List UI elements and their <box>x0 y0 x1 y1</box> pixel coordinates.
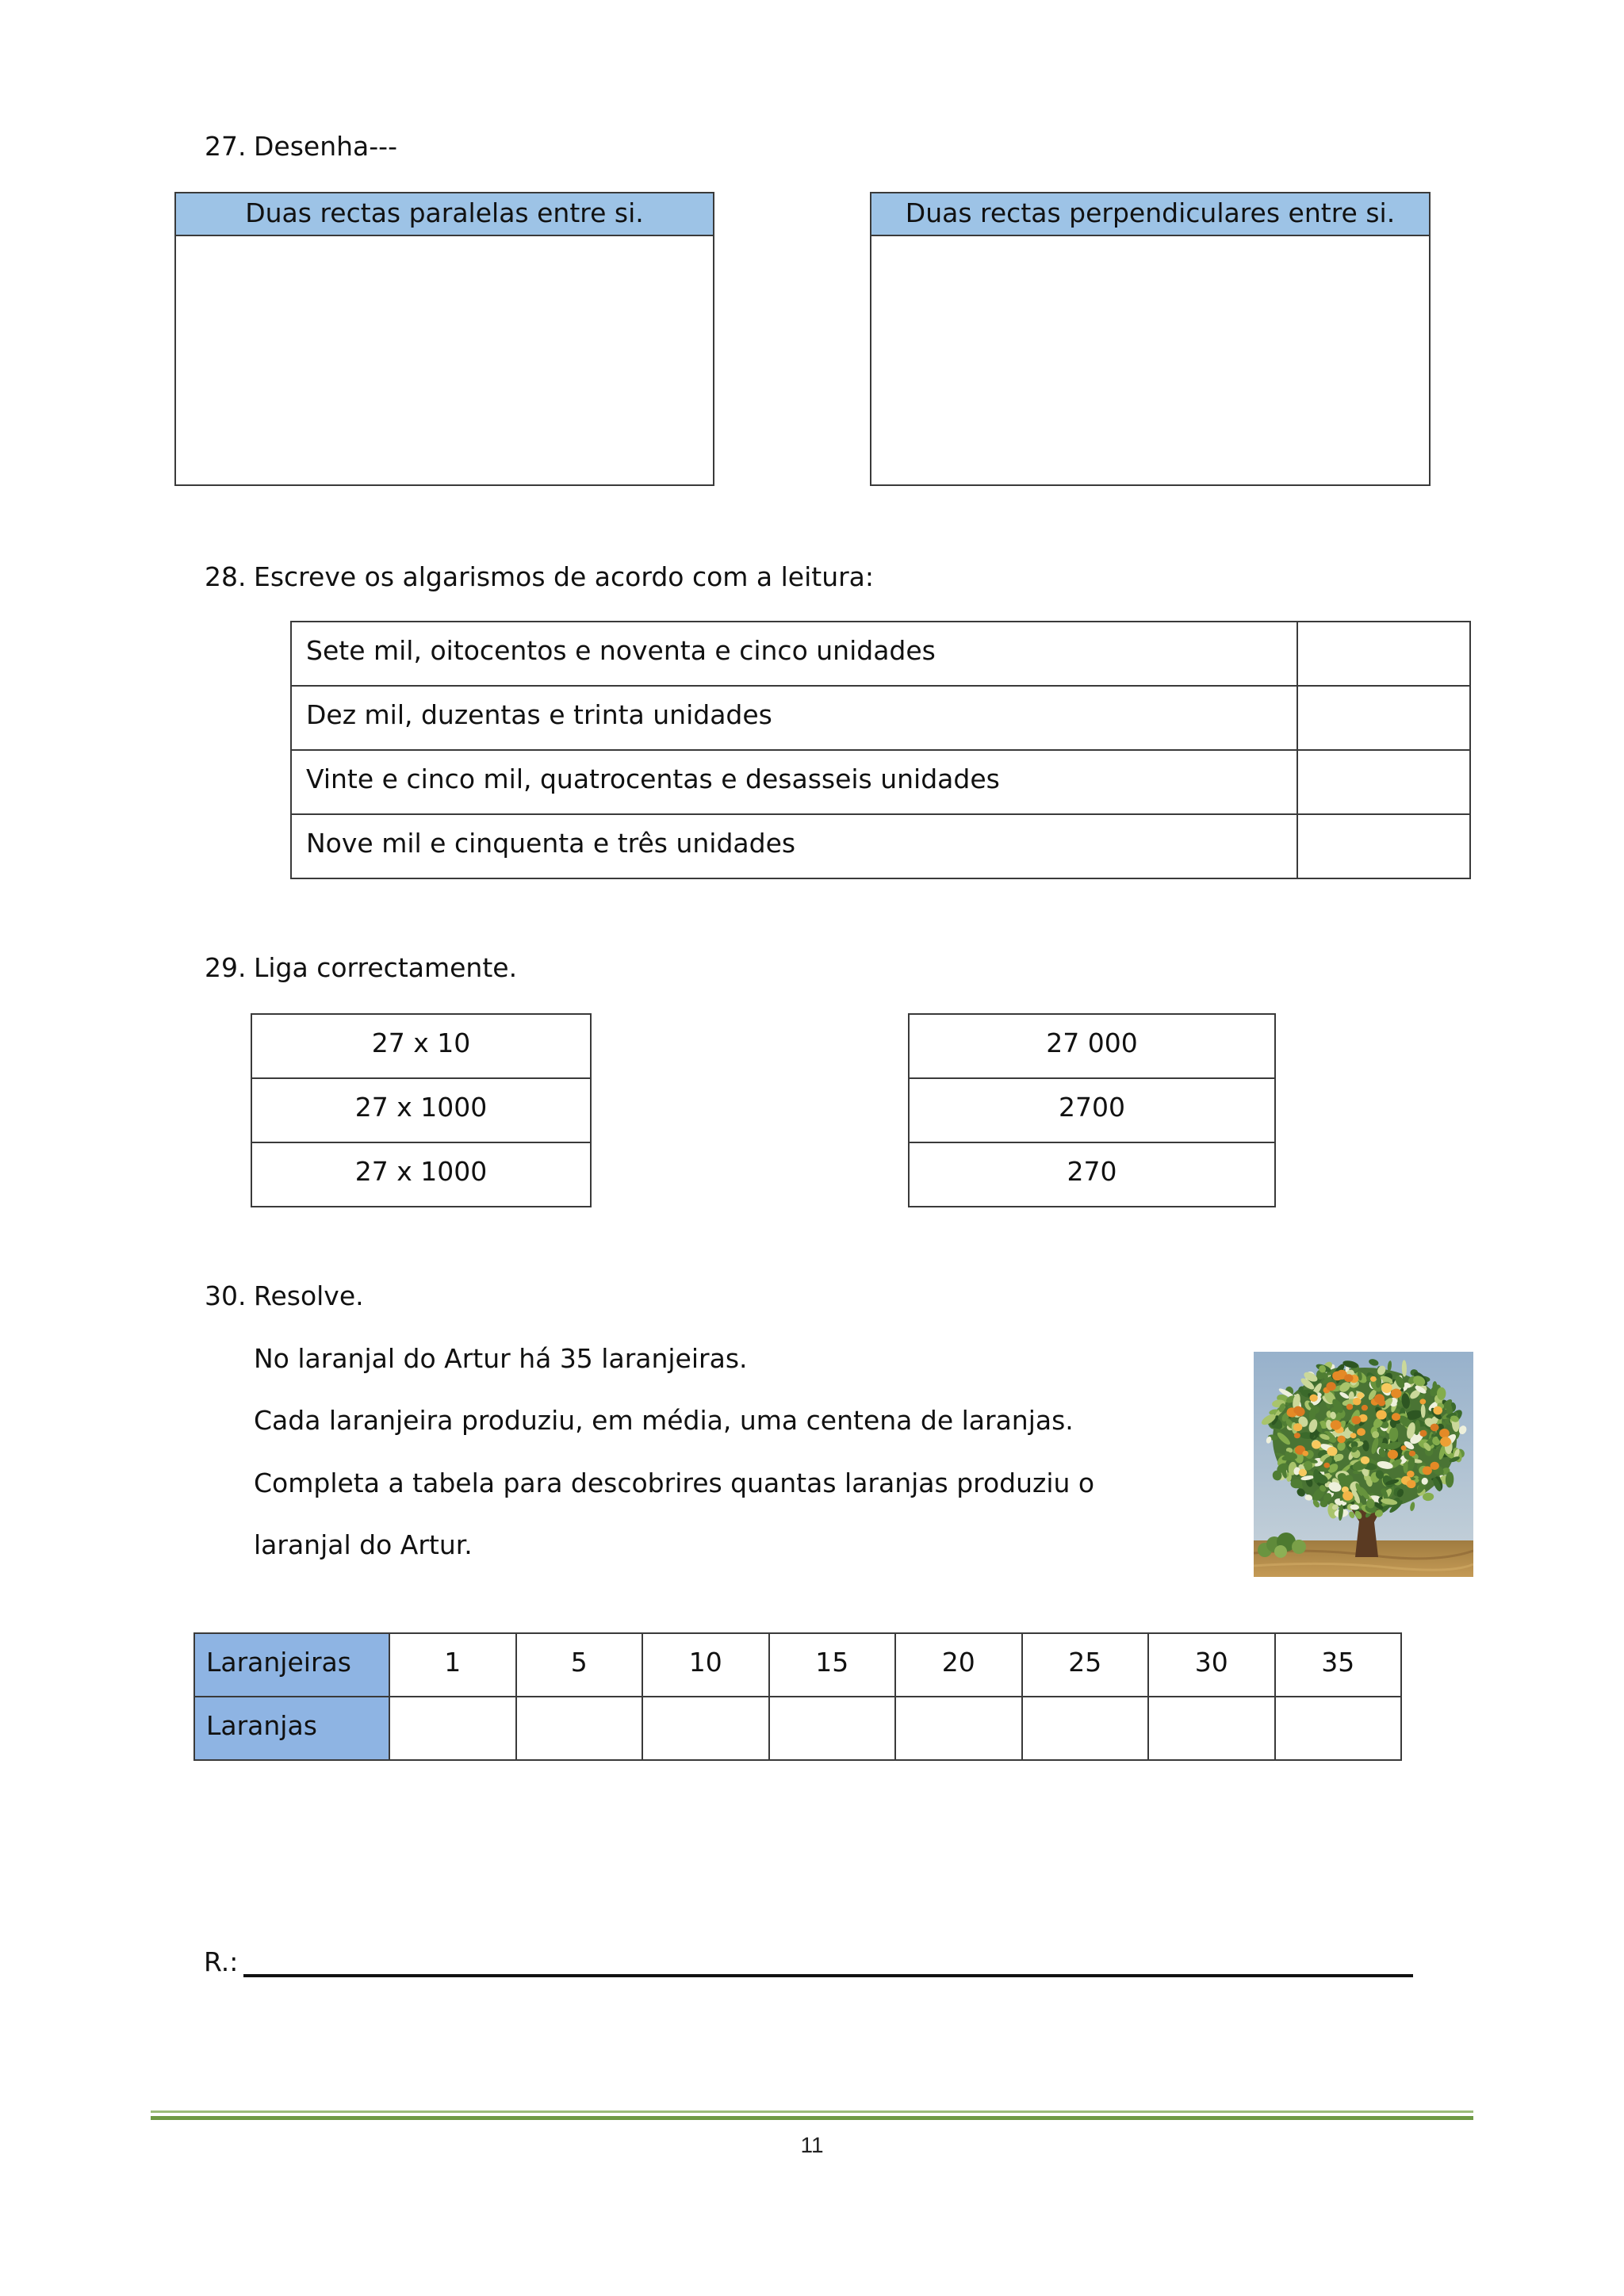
question-prompt: Desenha--- <box>254 131 397 162</box>
answer-cell <box>1297 814 1470 878</box>
result-value: 2700 <box>909 1078 1275 1142</box>
table-row <box>251 1142 591 1207</box>
drawing-box-header: Duas rectas perpendiculares entre si. <box>871 193 1429 236</box>
answer-cell <box>1297 622 1470 686</box>
table-cell: 1 <box>389 1633 516 1697</box>
orange-fruit <box>1357 1428 1365 1436</box>
table-row <box>251 1078 591 1142</box>
orange-fruit <box>1323 1463 1330 1468</box>
leaf <box>1291 1479 1303 1489</box>
table-cell: 25 <box>1022 1633 1149 1697</box>
question-prompt: Resolve. <box>254 1280 364 1311</box>
answer-cell <box>389 1697 516 1760</box>
question-prompt: Liga correctamente. <box>254 952 518 983</box>
orange-tree-picture <box>1254 1352 1473 1577</box>
orange-fruit <box>1431 1462 1439 1470</box>
question-30-heading <box>205 1277 364 1315</box>
orange-fruit <box>1294 1433 1300 1438</box>
answer-cell <box>642 1697 769 1760</box>
answer-line <box>243 1974 1413 1977</box>
answer-cell <box>1297 750 1470 814</box>
answer-cell <box>1275 1697 1402 1760</box>
orange-fruit <box>1392 1413 1400 1421</box>
drawing-area <box>871 236 1429 484</box>
answer-cell <box>1297 686 1470 750</box>
orange-fruit <box>1344 1374 1353 1382</box>
orange-fruit <box>1346 1404 1353 1410</box>
orange-fruit <box>1407 1480 1416 1488</box>
question-number: 27. <box>205 131 247 162</box>
orange-fruit <box>1293 1406 1302 1414</box>
bush-leaf <box>1274 1545 1287 1558</box>
table-row <box>291 750 1470 814</box>
orange-fruit <box>1388 1450 1398 1460</box>
orange-fruit <box>1391 1389 1401 1399</box>
table-row <box>291 814 1470 878</box>
orange-fruit <box>1302 1451 1308 1456</box>
row-header: Laranjas <box>194 1697 389 1760</box>
orange-fruit <box>1299 1469 1307 1476</box>
orange-fruit <box>1374 1394 1385 1403</box>
multiplication-table-left <box>251 1013 592 1207</box>
table-row-laranjas <box>194 1697 1401 1760</box>
orange-fruit <box>1312 1441 1321 1449</box>
perpendicular-lines-drawing-box <box>870 192 1431 486</box>
multiplication-expression: 27 x 10 <box>251 1014 591 1078</box>
answer-label: R.: <box>204 1946 239 1977</box>
question-number: 30. <box>205 1280 247 1311</box>
orange-fruit <box>1357 1392 1364 1399</box>
orange-fruit <box>1440 1437 1451 1446</box>
orange-fruit <box>1409 1451 1415 1456</box>
orange-fruit <box>1381 1383 1392 1393</box>
orange-fruit <box>1419 1399 1426 1404</box>
number-in-words: Nove mil e cinquenta e três unidades <box>291 814 1297 878</box>
orange-fruit <box>1370 1376 1377 1382</box>
question-27-heading <box>205 128 397 166</box>
footer-rule <box>151 2116 1473 2120</box>
question-number: 29. <box>205 952 247 983</box>
footer-rule <box>151 2110 1473 2113</box>
table-row <box>909 1078 1275 1142</box>
table-cell: 30 <box>1148 1633 1275 1697</box>
orange-fruit <box>1309 1395 1317 1402</box>
orange-fruit <box>1342 1491 1353 1501</box>
orange-fruit <box>1327 1447 1337 1456</box>
number-in-words: Dez mil, duzentas e trinta unidades <box>291 686 1297 750</box>
answer-cell <box>895 1697 1022 1760</box>
table-row <box>291 622 1470 686</box>
question-28-heading <box>205 558 874 596</box>
orange-fruit <box>1332 1372 1342 1381</box>
answer-cell <box>1022 1697 1149 1760</box>
table-row <box>251 1014 591 1078</box>
question-prompt: Escreve os algarismos de acordo com a leitura: <box>254 561 875 592</box>
orange-fruit <box>1352 1416 1362 1425</box>
orange-fruit <box>1362 1405 1368 1410</box>
orange-fruit <box>1439 1429 1450 1438</box>
table-cell: 35 <box>1275 1633 1402 1697</box>
answer-cell <box>516 1697 643 1760</box>
table-cell: 10 <box>642 1633 769 1697</box>
question-number: 28. <box>205 561 247 592</box>
table-cell: 20 <box>895 1633 1022 1697</box>
result-value: 270 <box>909 1142 1275 1207</box>
drawing-area <box>176 236 713 484</box>
results-table-right <box>908 1013 1276 1207</box>
orange-fruit <box>1353 1398 1362 1406</box>
problem-text-line: laranjal do Artur. <box>254 1529 473 1560</box>
number-in-words: Sete mil, oitocentos e noventa e cinco unidades <box>291 622 1297 686</box>
multiplication-expression: 27 x 1000 <box>251 1078 591 1142</box>
question-29-heading <box>205 949 517 987</box>
result-value: 27 000 <box>909 1014 1275 1078</box>
page-number: 11 <box>800 2133 824 2157</box>
table-row <box>291 686 1470 750</box>
orange-fruit <box>1326 1382 1335 1391</box>
table-row <box>909 1014 1275 1078</box>
drawing-box-header: Duas rectas paralelas entre si. <box>176 193 713 236</box>
orange-fruit <box>1376 1410 1386 1420</box>
table-cell: 15 <box>769 1633 896 1697</box>
orange-fruit <box>1433 1406 1442 1415</box>
orange-fruit <box>1431 1424 1439 1432</box>
number-words-table <box>290 621 1471 879</box>
orange-fruit <box>1419 1430 1427 1437</box>
table-cell: 5 <box>516 1633 643 1697</box>
orange-fruit <box>1401 1445 1407 1450</box>
orange-fruit <box>1293 1423 1302 1431</box>
oranges-table <box>193 1632 1402 1761</box>
bush-leaf <box>1292 1540 1306 1554</box>
multiplication-expression: 27 x 1000 <box>251 1142 591 1207</box>
parallel-lines-drawing-box <box>174 192 714 486</box>
problem-text-line: No laranjal do Artur há 35 laranjeiras. <box>254 1343 748 1374</box>
orange-fruit <box>1361 1456 1369 1464</box>
table-row <box>909 1142 1275 1207</box>
table-row-laranjeiras <box>194 1633 1401 1697</box>
orange-fruit <box>1331 1420 1342 1429</box>
number-in-words: Vinte e cinco mil, quatrocentas e desasseis unidades <box>291 750 1297 814</box>
answer-cell <box>769 1697 896 1760</box>
problem-text-line: Cada laranjeira produziu, em média, uma centena de laranjas. <box>254 1405 1074 1436</box>
orange-fruit <box>1350 1433 1357 1438</box>
answer-cell <box>1148 1697 1275 1760</box>
row-header: Laranjeiras <box>194 1633 389 1697</box>
problem-text-line: Completa a tabela para descobrires quantas laranjas produziu o <box>254 1468 1095 1498</box>
orange-fruit <box>1337 1436 1346 1444</box>
leaf <box>1432 1381 1437 1391</box>
